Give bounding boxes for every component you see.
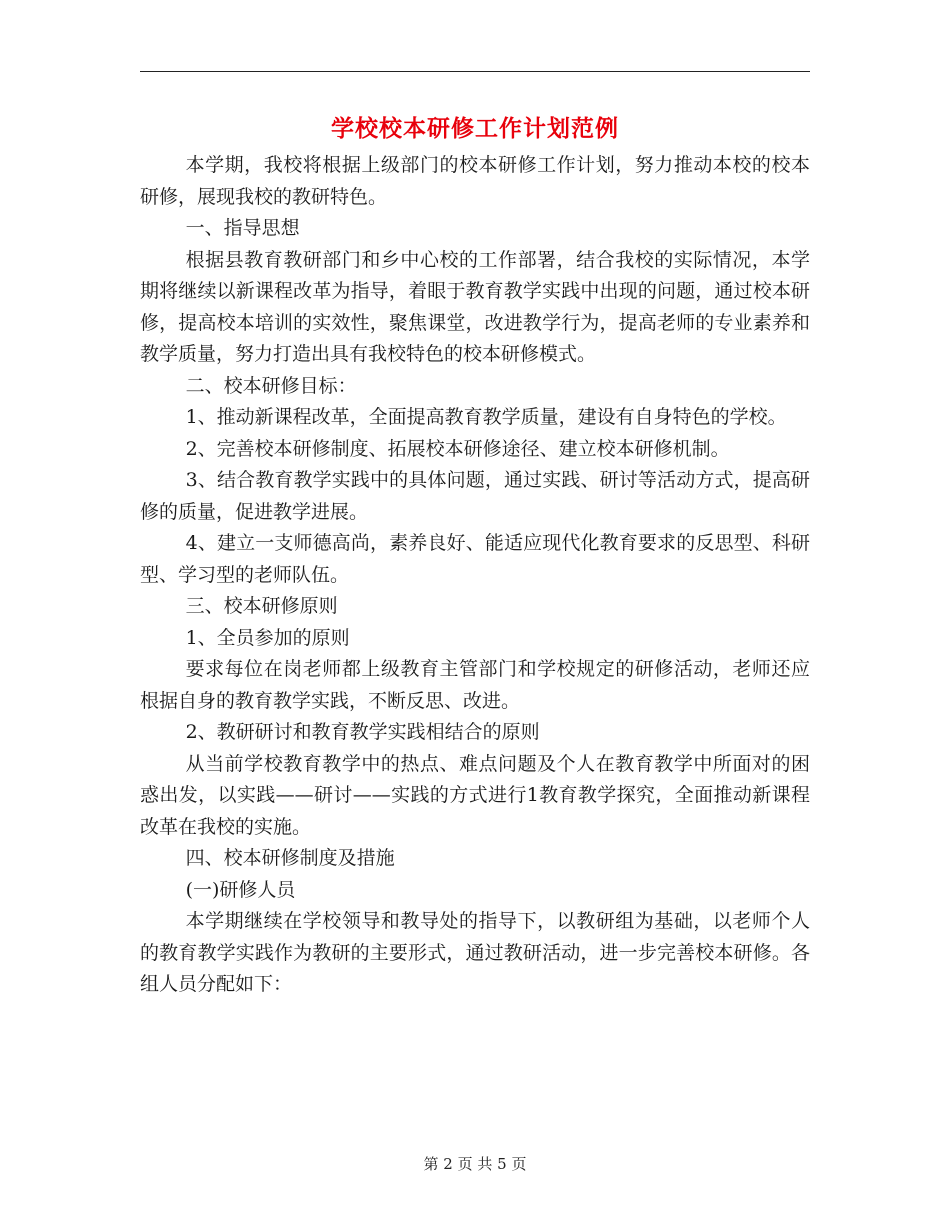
page-footer: 第 2 页 共 5 页: [423, 1155, 527, 1173]
goal-item-3: 3、结合教育教学实践中的具体问题，通过实践、研讨等活动方式，提高研修的质量，促进教学进展。: [140, 469, 810, 523]
document-body: [140, 150, 810, 1001]
document-title: 学校校本研修工作计划范例: [331, 116, 619, 142]
principle-heading-1: 1、全员参加的原则: [185, 626, 350, 649]
paragraph-personnel: 本学期继续在学校领导和教导处的指导下，以教研组为基础，以老师个人的教育教学实践作为教研的主要形式，通过教研活动，进一步完善校本研修。各组人员分配如下：: [140, 910, 810, 995]
heading-system-measures: 四、校本研修制度及措施: [185, 847, 395, 869]
heading-guiding-thought: 一、指导思想: [185, 217, 300, 239]
principle-paragraph-1: 要求每位在岗老师都上级教育主管部门和学校规定的研修活动，老师还应根据自身的教育教学实践，不断反思、改进。: [140, 658, 810, 712]
principle-heading-2: 2、教研研讨和教育教学实践相结合的原则: [185, 721, 540, 743]
principle-paragraph-2: 从当前学校教育教学中的热点、难点问题及个人在教育教学中所面对的困惑出发，以实践——研讨——实践的方式进行1教育教学探究，全面推动新课程改革在我校的实施。: [140, 752, 810, 838]
goal-item-4: 4、建立一支师德高尚，素养良好、能适应现代化教育要求的反思型、科研型、学习型的老师队伍。: [140, 532, 810, 586]
paragraph-guiding-thought: 根据县教育教研部门和乡中心校的工作部署，结合我校的实际情况，本学期将继续以新课程改革为指导，着眼于教育教学实践中出现的问题，通过校本研修，提高校本培训的实效性，聚焦课堂，改进教学行为，提高老师的专业素养和教学质量，努力打造出具有我校特色的校本研修模式。: [140, 248, 810, 365]
subheading-personnel: (一)研修人员: [185, 878, 296, 901]
header-rule: [140, 71, 810, 72]
heading-goals: 二、校本研修目标：: [185, 374, 357, 397]
goal-item-2: 2、完善校本研修制度、拓展校本研修途径、建立校本研修机制。: [185, 437, 730, 460]
goal-item-1: 1、推动新课程改革，全面提高教育教学质量，建设有自身特色的学校。: [185, 406, 787, 428]
heading-principles: 三、校本研修原则: [185, 595, 338, 617]
paragraph-intro: 本学期，我校将根据上级部门的校本研修工作计划，努力推动本校的校本研修，展现我校的教研特色。: [140, 154, 810, 208]
